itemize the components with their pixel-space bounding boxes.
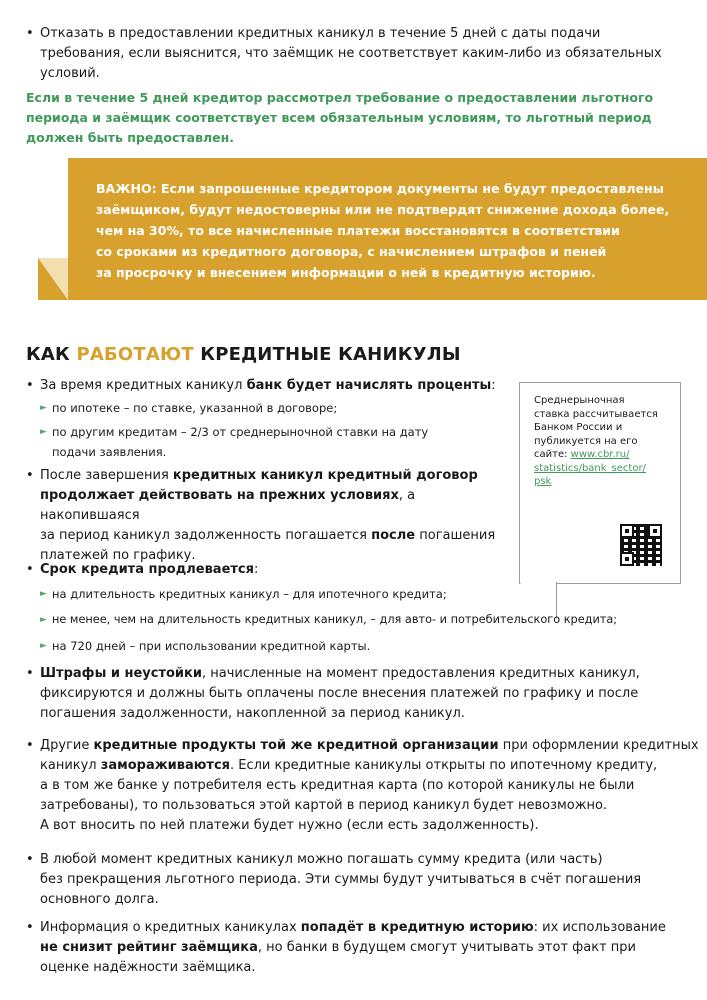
b5-l2-bold: замораживаются [100,758,230,773]
important-line-5: за просрочку и внесением информации о ней в кредитную историю. [96,265,596,280]
bullet-penalties [26,664,696,726]
section-title-accent: РАБОТАЮТ [76,344,194,365]
green-note-line-2: периода и заёмщик соответствует всем обязательным условиям, то льготный период [26,110,652,125]
arrow-icon: ► [40,615,47,625]
b2-l3-bold: после [371,528,416,543]
sidenote-line-2: ставка рассчитывается [534,408,658,420]
green-note-line-1: Если в течение 5 дней кредитор рассмотрел требование о предоставлении льготного [26,90,654,105]
b3-post: : [253,562,259,577]
sidenote-line-3: Банком России и [534,422,623,433]
b5-l1-pre: Другие [40,738,94,753]
b1-sub-2b: подачи заявления. [52,445,167,459]
green-note [26,88,686,148]
important-line-4: со сроками из кредитного договора, с начислением штрафов и пеней [96,244,607,259]
b6-l1: В любой момент кредитных каникул можно погашать сумму кредита (или часть) [40,852,603,867]
b7-l2-post: , но банки в будущем смогут учитывать этот факт при [257,940,637,955]
b7-l3: оценке надёжности заёмщика. [40,960,256,975]
sidenote-line-4: публикуется на его [534,435,638,447]
b2-l3-post: погашения [415,528,496,543]
b5-l3: а в том же банке у потребителя есть кредитная карта (по которой каникулы не были [40,778,635,793]
section-title-post: КРЕДИТНЫЕ КАНИКУЛЫ [193,344,461,365]
section-title-pre: КАК [26,344,77,365]
green-note-line-3: должен быть предоставлен. [26,130,235,145]
b1-post: : [491,378,496,393]
b3-sub-1: на длительность кредитных каникул – для ипотечного кредита; [52,587,447,601]
bullet-interest [26,376,506,398]
b2-l3-pre: за период каникул задолженность погашается [40,528,372,543]
important-line-1: ВАЖНО: Если запрошенные кредитором документы не будут предоставлены [96,181,664,196]
b2-l4: платежей по графику. [40,548,196,563]
b2-l1-pre: После завершения [40,468,173,483]
bullet-dot: • [26,468,34,483]
b2-l2-post: , а накопившаяся [40,488,416,523]
section-title [26,344,461,365]
b7-l1-bold: попадёт в кредитную историю [300,920,534,935]
b1-bold: банк будет начислять проценты [246,378,492,393]
b5-l1-post: при оформлении кредитных [498,738,699,753]
bullet-dot: • [26,562,34,577]
b2-l2-bold: продолжает действовать на прежних условиях [40,488,399,503]
sidenote-line-5: сайте: [534,449,571,460]
b5-l1-bold: кредитные продукты той же кредитной организации [93,738,499,753]
b6-l3: основного долга. [40,892,159,907]
sidenote-text [534,394,669,489]
cbr-link-part-1[interactable]: www.cbr.ru/ [570,449,630,460]
qr-code-icon [620,524,662,566]
important-line-2: заёмщиком, будут недостоверны или не подтвердят снижение дохода более, [96,202,670,217]
qr-eye [648,524,662,538]
b5-l5: А вот вносить по ней платежи будет нужно (если есть задолженность). [40,818,539,833]
b3-sub-2: не менее, чем на длительность кредитных каникул, – для авто- и потребительского кредита; [52,613,618,626]
bullet-dot: • [26,738,34,753]
sidenote-line-1: Среднерыночная [534,395,625,406]
bullet-dot: • [26,26,34,41]
bullet-credit-history [26,918,696,980]
qr-eye [620,524,634,538]
arrow-icon: ► [40,641,47,651]
bullet-dot: • [26,378,34,393]
b1-sub-2a: по другим кредитам – 2/3 от среднерыночной ставки на дату [52,425,429,439]
bullet-early-repayment [26,850,696,912]
bullet-dot: • [26,852,34,867]
intro-line-2: требования, если выяснится, что заёмщик не соответствует каким-либо из обязательных [40,46,662,61]
b1-sub-1: по ипотеке – по ставке, указанной в договоре; [52,401,338,415]
b4-l3: погашения задолженности, накопленной за период каникул. [40,706,465,721]
b7-l1-post: : их использование [533,920,666,935]
b5-l2-pre: каникул [40,758,101,773]
cbr-link-part-2[interactable]: statistics/bank_sector/ [534,462,646,474]
b4-bold: Штрафы и неустойки [40,666,202,681]
intro-line-1: Отказать в предоставлении кредитных каникул в течение 5 дней с даты подачи [40,26,601,41]
b7-l1-pre: Информация о кредитных каникулах [40,920,301,935]
cbr-link-part-3[interactable]: psk [534,476,552,487]
bullet-dot: • [26,666,34,681]
arrow-icon: ► [40,589,47,599]
b5-l2-post: . Если кредитные каникулы открыты по ипотечному кредиту, [230,758,658,773]
important-text [96,178,686,283]
arrow-icon: ► [40,427,47,437]
sub-item-other-credits [40,422,510,464]
b3-sub-3: на 720 дней – при использовании кредитной карты. [52,639,371,653]
b6-l2: без прекращения льготного периода. Эти суммы будут учитываться в счёт погашения [40,872,642,887]
b5-l4: затребованы), то пользоваться этой картой в период каникул будет невозможно. [40,798,608,813]
arrow-icon: ► [40,403,47,413]
important-line-3: чем на 30%, то все начисленные платежи восстановятся в соответствии [96,223,620,238]
b1-pre: За время кредитных каникул [40,378,247,393]
bullet-other-products [26,736,699,840]
intro-bullet [26,24,696,84]
qr-eye [620,552,634,566]
bullet-dot: • [26,920,34,935]
b7-l2-bold: не снизит рейтинг заёмщика [40,940,258,955]
b4-l2: фиксируются и должны быть оплачены после внесения платежей по графику и после [40,686,639,701]
intro-line-3: условий. [40,66,100,81]
b3-bold: Срок кредита продлевается [40,562,254,577]
bullet-contract [26,466,506,563]
b4-l1-post: , начисленные на момент предоставления кредитных каникул, [201,666,640,681]
b2-l1-bold: кредитных каникул кредитный договор [172,468,478,483]
